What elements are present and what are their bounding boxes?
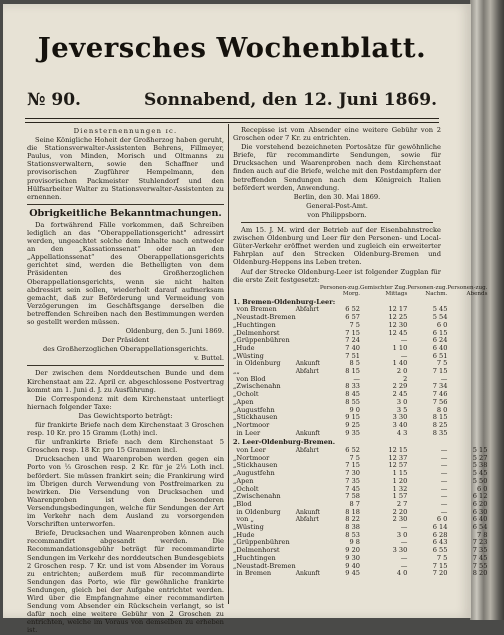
arrival-departure	[296, 407, 320, 415]
arrival-departure	[296, 353, 320, 361]
obrig-sig-2: des Großherzoglichen Oberappellationsgerichts.	[43, 345, 208, 354]
ditto-mark: „	[233, 405, 237, 414]
post-paragraph-4: für frankirte Briefe nach dem Kirchenstaat 3 Groschen resp. 10 Kr. pro 15 Gramm (Loth) incl.	[27, 421, 224, 438]
time-cell	[447, 353, 487, 361]
ditto-mark: „	[233, 523, 237, 532]
time-cell: 6 20	[472, 499, 488, 508]
time-cell: 1 15	[392, 469, 408, 478]
time-cell: 12 17	[388, 305, 408, 314]
station-name: Hude	[236, 530, 255, 539]
arrival-departure	[296, 455, 320, 463]
time-cell: 6 55	[432, 546, 448, 555]
time-cell	[447, 330, 487, 338]
arrival-departure	[296, 478, 320, 486]
time-cell: —	[440, 484, 448, 493]
time-cell: 8 25	[432, 420, 448, 429]
dienst-text: Seine Königliche Hoheit der Großherzog haben geruht, die Stationsverwalter-Assistenten Behrens, Fillmeyer, Paulus, von Minden, Morisch und Oltmanns zu Stationsverwaltern, sowie den Schaffner und provisorischen Zugführer Hempelmann, den provisorischen Packmeister Stuhlendorf und den Hülfsarbeiter Walter zu Stationsverwalter-Assistenten zu ernennen.	[27, 136, 224, 201]
time-cell	[447, 306, 487, 314]
time-cell: 7 46	[432, 390, 448, 399]
station-name: Zwischenahn	[236, 492, 281, 501]
time-cell: 7 45	[472, 553, 488, 562]
time-cell: 1 32	[392, 484, 408, 493]
time-cell: 6 51	[432, 351, 448, 360]
timetable-row	[233, 509, 487, 517]
separator	[241, 222, 433, 223]
time-cell: —	[400, 523, 408, 532]
recep-sig-2: von Philippsborn.	[307, 210, 367, 219]
station-name: Huchtingen	[236, 553, 276, 562]
col-head2-1: Morg.	[342, 290, 360, 297]
time-cell: 1 20	[392, 476, 408, 485]
timetable-row	[233, 422, 487, 430]
timetable-row	[233, 470, 487, 478]
time-cell: 2 7	[396, 499, 408, 508]
arrival-departure	[296, 391, 320, 399]
col-head2-2: Mittags	[385, 290, 408, 297]
time-cell: 6 14	[432, 523, 448, 532]
time-cell: 5 45	[432, 305, 448, 314]
obrig-sig-1: Der Präsident	[101, 336, 150, 345]
ditto-mark: „	[233, 461, 237, 470]
station-name: von Leer	[236, 446, 266, 455]
time-cell	[447, 345, 487, 353]
time-cell	[447, 399, 487, 407]
time-cell: 7 35	[345, 476, 360, 485]
ditto-mark: „	[233, 320, 237, 329]
time-cell: 8 18	[345, 507, 360, 516]
time-cell: —	[353, 374, 360, 383]
ditto-mark: „	[233, 328, 237, 337]
ditto-mark: „	[233, 351, 237, 360]
time-cell: 3 40	[392, 420, 408, 429]
station-name: Nortmoor	[236, 453, 270, 462]
arrival-departure	[296, 547, 320, 555]
arrival-departure	[296, 532, 320, 540]
station-name: in Leer	[236, 428, 261, 437]
time-cell: 8 35	[432, 428, 448, 437]
time-cell: 12 37	[388, 453, 408, 462]
right-column	[233, 126, 488, 578]
time-cell: —	[440, 469, 448, 478]
timetable-row	[233, 563, 487, 571]
post-paragraph-3: Das Gewichtsporto beträgt:	[78, 411, 173, 420]
masthead-title: Jeversches Wochenblatt.	[37, 32, 427, 64]
station-name: in Oldenburg	[236, 507, 281, 516]
time-cell: —	[440, 446, 448, 455]
time-cell: 9 20	[345, 546, 360, 555]
time-cell	[447, 314, 487, 322]
arrival-departure	[296, 414, 320, 422]
time-cell: 12 45	[388, 328, 408, 337]
ditto-mark: „	[233, 382, 237, 391]
time-cell	[447, 391, 487, 399]
time-cell: 3 5	[396, 405, 408, 414]
time-cell: 5 45	[472, 469, 488, 478]
arrival-departure: Abfahrt	[295, 516, 319, 524]
arrival-departure	[296, 486, 320, 494]
issue-number: № 90.	[27, 90, 81, 110]
ditto-mark: „	[233, 413, 237, 422]
ditto-mark: „	[233, 390, 237, 399]
timetable-row	[233, 368, 487, 376]
station-name: Hude	[236, 343, 255, 352]
arrival-departure	[296, 563, 320, 571]
time-cell: —	[400, 553, 408, 562]
station-name: Delmenhorst	[236, 328, 280, 337]
col-head2-4: Abends	[466, 290, 488, 297]
timetable-row	[233, 414, 487, 422]
arrival-departure: Ankunft	[295, 360, 320, 368]
time-cell: 7 15	[432, 367, 448, 376]
arrival-departure: Ankunft	[295, 570, 320, 578]
recep-text: Recepisse ist vom Absender eine weitere Gebühr von 2 Groschen oder 7 Kr. zu entrichten.	[233, 126, 441, 143]
ditto-mark: „	[233, 492, 237, 501]
time-cell: 3 30	[392, 413, 408, 422]
time-cell: —	[440, 461, 448, 470]
arrival-departure	[296, 524, 320, 532]
arrival-departure: Ankunft	[295, 508, 320, 516]
time-cell: 7 15	[432, 561, 448, 570]
time-cell: —	[440, 499, 448, 508]
time-cell: 7 5	[349, 320, 360, 329]
ditto-mark: „	[233, 499, 237, 508]
ditto-mark: „	[233, 367, 237, 376]
arrival-departure	[296, 330, 320, 338]
time-cell: 5 50	[472, 476, 488, 485]
time-cell: 7 34	[432, 382, 448, 391]
time-cell: 6 57	[345, 313, 360, 322]
time-cell: 7 30	[345, 469, 360, 478]
section-2-title: 2. Leer-Oldenburg-Bremen.	[233, 438, 335, 447]
time-cell: 6 40	[432, 343, 448, 352]
time-cell: 6 30	[472, 507, 488, 516]
station-name: Ocholt	[236, 484, 259, 493]
time-cell: 6 12	[472, 492, 488, 501]
station-name: von Blod	[236, 374, 266, 383]
station-name: Nortmoor	[236, 420, 270, 429]
station-name: Augustfehn	[236, 405, 275, 414]
time-cell: 7 58	[345, 492, 360, 501]
timetable-row	[233, 337, 487, 345]
station-name: in Bremen	[236, 569, 272, 578]
station-name: Grüppenbühren	[236, 336, 290, 345]
time-cell: 5 27	[472, 453, 488, 462]
station-name: Wüsting	[236, 351, 264, 360]
arrival-departure	[296, 462, 320, 470]
time-cell	[447, 430, 487, 438]
obrig-place: Oldenburg, den 5. Juni 1869.	[125, 327, 224, 336]
time-cell: 8 0	[436, 405, 448, 414]
column-divider	[228, 124, 229, 604]
time-cell: 6 0	[476, 484, 488, 493]
arrival-departure	[296, 345, 320, 353]
ditto-mark: „	[233, 397, 237, 406]
time-cell: 4 3	[396, 428, 408, 437]
station-name: von Bremen	[236, 305, 277, 314]
time-cell: 6 54	[472, 523, 488, 532]
station-name: von „	[236, 515, 254, 524]
obrig-sig-3: v. Buttel.	[193, 354, 224, 363]
time-cell: 6 0	[436, 515, 448, 524]
station-name: Ocholt	[236, 390, 259, 399]
col-head-2: Gemischter Zug.	[359, 284, 408, 291]
time-cell	[447, 407, 487, 415]
time-cell: 3 0	[396, 530, 408, 539]
time-cell: 7 15	[345, 461, 360, 470]
time-cell: 7 5	[436, 359, 448, 368]
time-cell	[447, 414, 487, 422]
recep-sig-1: General-Post-Amt.	[306, 201, 368, 210]
time-cell: 8 38	[345, 523, 360, 532]
time-cell: 7 23	[472, 538, 488, 547]
time-cell	[447, 368, 487, 376]
time-cell: 6 43	[432, 538, 448, 547]
time-cell: 8 33	[345, 382, 360, 391]
recep-text-2: Die vorstehend bezeichneten Portosätze für gewöhnliche Briefe, für recommandirte Sendungen, sowie für Drucksachen und Waarenproben nach dem Kirchenstaat finden auch auf die Briefe, welche mit den Postdampfern der betreffenden Sendungen nach dem Königreich Italien befördert werden, Anwendung.	[233, 143, 441, 192]
arrival-departure	[296, 337, 320, 345]
ditto-mark: „	[233, 476, 237, 485]
station-name: Augustfehn	[236, 469, 275, 478]
time-cell	[447, 322, 487, 330]
arrival-departure	[296, 422, 320, 430]
time-cell: 7 35	[472, 546, 488, 555]
time-cell: —	[400, 538, 408, 547]
time-cell: 9 8	[349, 538, 360, 547]
timetable-row	[233, 478, 487, 486]
time-cell: 2 45	[392, 390, 408, 399]
station-name: Blod	[236, 499, 252, 508]
time-cell: 8 7	[349, 499, 360, 508]
arrival-departure	[296, 376, 320, 384]
time-cell: —	[440, 492, 448, 501]
station-name: Wüsting	[236, 523, 264, 532]
station-name: Apen	[236, 397, 254, 406]
arrival-departure	[296, 493, 320, 501]
time-cell	[447, 383, 487, 391]
station-name: Neustadt-Bremen	[236, 561, 296, 570]
station-name: Huchtingen	[236, 320, 276, 329]
time-cell: 12 30	[388, 320, 408, 329]
station-name: Stickhausen	[236, 461, 278, 470]
issue-date: Sonnabend, den 12. Juni 1869.	[144, 90, 437, 110]
timetable-row	[233, 493, 487, 501]
time-cell: 12 15	[388, 446, 408, 455]
time-cell: —	[400, 351, 408, 360]
ditto-mark: „	[233, 453, 237, 462]
time-cell: 9 25	[345, 420, 360, 429]
time-cell: —	[440, 507, 448, 516]
time-cell: —	[440, 453, 448, 462]
timetable-row	[233, 524, 487, 532]
time-cell: 8 15	[345, 367, 360, 376]
time-cell: 7 8	[476, 530, 488, 539]
station-name: Apen	[236, 476, 254, 485]
time-cell: 7 5	[436, 553, 448, 562]
time-cell: 12 57	[388, 461, 408, 470]
ditto-mark: „	[233, 561, 237, 570]
station-name: Zwischenahn	[236, 382, 281, 391]
time-cell: 4 0	[396, 569, 408, 578]
arrival-departure: Abfahrt	[295, 447, 319, 455]
time-cell: 9 0	[349, 405, 360, 414]
time-cell	[447, 422, 487, 430]
time-cell: —	[400, 561, 408, 570]
time-cell: 1 10	[392, 343, 408, 352]
time-cell: 7 24	[345, 336, 360, 345]
time-cell: 7 45	[345, 484, 360, 493]
timetable-row	[233, 570, 487, 578]
timetable-row	[233, 447, 487, 455]
timetable-row	[233, 345, 487, 353]
time-cell: 12 25	[388, 313, 408, 322]
timetable-row	[233, 383, 487, 391]
time-cell: —	[400, 336, 408, 345]
timetable	[233, 285, 487, 578]
arrival-departure	[296, 322, 320, 330]
dienst-heading: Diensternennungen ɪc.	[73, 127, 178, 135]
section-1-title: 1. Bremen-Oldenburg-Leer:	[233, 297, 336, 306]
time-cell: 2 29	[392, 382, 408, 391]
issue-line	[27, 90, 437, 116]
obrig-text: Da fortwährend Fälle vorkommen, daß Schreiben lediglich an das "Oberappellationsgericht" adressirt werden, ungeachtet solche dem Inhalte nach entweder an den „Kassationssenat“ oder an den „Appellationssenat“ des Oberappellationsgerichts gerichtet sind, werden die Bethelligten von dem Präsidenten des Großherzoglichen Oberappellationsgerichts, wenn sie nicht halten abdressirt sein sollen, wiederholt darauf aufmerksam gemacht, daß zur Beförderung und Vermeidung von Verzögerungen im Geschäftsgange derselben die betreffenden Schreiben nach den Bestimmungen werden so gestellt werden müssen.	[27, 220, 224, 326]
post-paragraph-6: Drucksachen und Waarenproben werden gegen ein Porto von ¹⁄₃ Groschen resp. 2 Kr. für je 2¹⁄₂ Loth incl. befördert. Sie müssen frankirt sein; die Frankirung wird im Übrigen durch Verwendung von Postfreimarken zu bewirken. Die Versendung von Drucksachen und Waarenproben ist den besonderen Versendungsbedingungen, welche für Sendungen der Art im Verkehr nach dem Ausland zu vorsorgenden Vorschriften unterworfen.	[27, 455, 224, 529]
time-cell: 2 30	[392, 515, 408, 524]
station-name: „	[236, 367, 240, 376]
time-cell: 6 24	[432, 336, 448, 345]
time-cell: 7 5	[349, 453, 360, 462]
time-cell	[447, 360, 487, 368]
col-head-1: Personen-zug.	[319, 284, 360, 291]
ditto-mark: „	[233, 546, 237, 555]
section-2-title-row	[233, 437, 487, 447]
arrival-departure: Abfahrt	[295, 368, 319, 376]
time-cell: 8 5	[349, 359, 360, 368]
time-cell: 6 28	[432, 530, 448, 539]
separator	[27, 365, 224, 366]
time-cell: 8 45	[345, 390, 360, 399]
station-name: Grüppenbühren	[236, 538, 290, 547]
ditto-mark: „	[233, 553, 237, 562]
time-cell: 6 0	[436, 320, 448, 329]
time-cell: 9 30	[345, 553, 360, 562]
col-head2-3: Nachm.	[425, 290, 448, 297]
time-cell: 6 15	[432, 328, 448, 337]
arrival-departure	[296, 314, 320, 322]
time-cell: 7 40	[345, 343, 360, 352]
time-cell: 6 52	[345, 446, 360, 455]
post-paragraph-2: Die Correspondenz mit dem Kirchenstaat unterliegt hiernach folgender Taxe:	[27, 394, 224, 411]
left-column	[27, 126, 224, 635]
time-cell: 8 55	[345, 397, 360, 406]
arrival-departure: Abfahrt	[295, 306, 319, 314]
timetable-row	[233, 430, 487, 438]
ditto-mark: „	[233, 538, 237, 547]
post-paragraph-1: Der zwischen dem Norddeutschen Bunde und dem Kirchenstaat am 22. April cr. abgeschlossene Postvertrag kommt am 1. Juni d. J. zu Ausführung.	[27, 369, 224, 394]
time-cell: 7 51	[345, 351, 360, 360]
station-name: Neustadt-Bremen	[236, 313, 296, 322]
ditto-mark: „	[233, 336, 237, 345]
arrival-departure	[296, 501, 320, 509]
time-cell	[447, 337, 487, 345]
time-cell: 2	[403, 374, 408, 383]
post-paragraph-7: Briefe, Drucksachen und Waarenproben können auch recommandirt abgesandt werden. Die Recommandationsgebühr beträgt für recommandirte Sendungen im Verkehr des norddeutschen Bundesgebiets 2 Groschen resp. 7 Kr. und ist vom Absender im Voraus zu entrichten; außerdem muß für recommandirte Sendungen das Porto, wie für gewöhnliche frankirte Sendungen, gleich bei der Aufgabe entrichtet werden. Wird über die Empfangnahme einer recommandirten Sendung vom Absender ein Rückschein verlangt, so ist dafür noch eine weitere Gebühr von 2 Groschen zu entrichten, welche im Voraus von demselben zu erheben ist.	[27, 529, 224, 635]
time-cell: —	[440, 476, 448, 485]
time-cell: 2 20	[392, 507, 408, 516]
timetable-body	[233, 285, 487, 578]
time-cell: —	[440, 374, 448, 383]
obrig-heading: Obrigkeitliche Bekanntmachungen.	[29, 207, 222, 219]
arrival-departure: Ankunft	[295, 429, 320, 437]
time-cell: 3 30	[392, 546, 408, 555]
time-cell: 7 56	[432, 397, 448, 406]
col-head-4: Personen-zug.	[447, 284, 488, 291]
timetable-row	[233, 516, 487, 524]
time-cell: 5 38	[472, 461, 488, 470]
time-cell: 8 53	[345, 530, 360, 539]
time-cell: 8 20	[472, 569, 488, 578]
time-cell: 1 57	[392, 492, 408, 501]
time-cell: 5 15	[472, 446, 488, 455]
ditto-mark: „	[233, 484, 237, 493]
separator	[27, 204, 224, 205]
time-cell: 8 15	[432, 413, 448, 422]
time-cell: 7 15	[345, 328, 360, 337]
station-name: in Oldenburg	[236, 359, 281, 368]
time-cell	[447, 376, 487, 384]
ditto-mark: „	[233, 313, 237, 322]
header-rule	[25, 118, 439, 119]
bahn-text-2: Auf der Strecke Oldenburg-Leer ist folgender Zugplan für die erste Zeit festgesetzt:	[233, 267, 441, 284]
timetable-row	[233, 391, 487, 399]
time-cell: 2 0	[396, 367, 408, 376]
time-cell: 6 52	[345, 305, 360, 314]
arrival-departure	[296, 383, 320, 391]
ditto-mark: „	[233, 420, 237, 429]
arrival-departure	[296, 555, 320, 563]
station-name: Stickhausen	[236, 413, 278, 422]
time-cell: 9 40	[345, 561, 360, 570]
time-cell: 9 35	[345, 428, 360, 437]
arrival-departure	[296, 399, 320, 407]
timetable-row	[233, 360, 487, 368]
arrival-departure	[296, 539, 320, 547]
time-cell: 8 22	[345, 515, 360, 524]
time-cell: 5 54	[432, 313, 448, 322]
ditto-mark: „	[233, 469, 237, 478]
bahn-text: Am 15. J. M. wird der Betrieb auf der Eisenbahnstrecke zwischen Oldenburg und Leer für den Personen- und Local-Güter-Verkehr eröffnet werden und zugleich ein erweiterter Fahrplan auf den Strecken Oldenburg-Bremen und Oldenburg-Heppens ins Leben treten.	[233, 226, 441, 267]
recep-place: Berlin, den 30. Mai 1869.	[293, 192, 381, 201]
header-rule-thin	[25, 122, 439, 123]
time-cell: 7 20	[432, 569, 448, 578]
time-cell: 9 15	[345, 413, 360, 422]
ditto-mark: „	[233, 343, 237, 352]
ditto-mark: „	[233, 530, 237, 539]
time-cell: 6 40	[472, 515, 488, 524]
time-cell: 7 55	[472, 561, 488, 570]
col-head-3: Personen-zug.	[407, 284, 448, 291]
arrival-departure	[296, 470, 320, 478]
newspaper-page	[3, 4, 488, 635]
time-cell: 3 0	[396, 397, 408, 406]
post-paragraph-5: für unfrankirte Briefe nach dem Kirchenstaat 5 Groschen resp. 18 Kr. pro 15 Grammen incl.	[27, 438, 224, 455]
time-cell: 9 45	[345, 569, 360, 578]
station-name: Delmenhorst	[236, 546, 280, 555]
time-cell: 1 40	[392, 359, 408, 368]
